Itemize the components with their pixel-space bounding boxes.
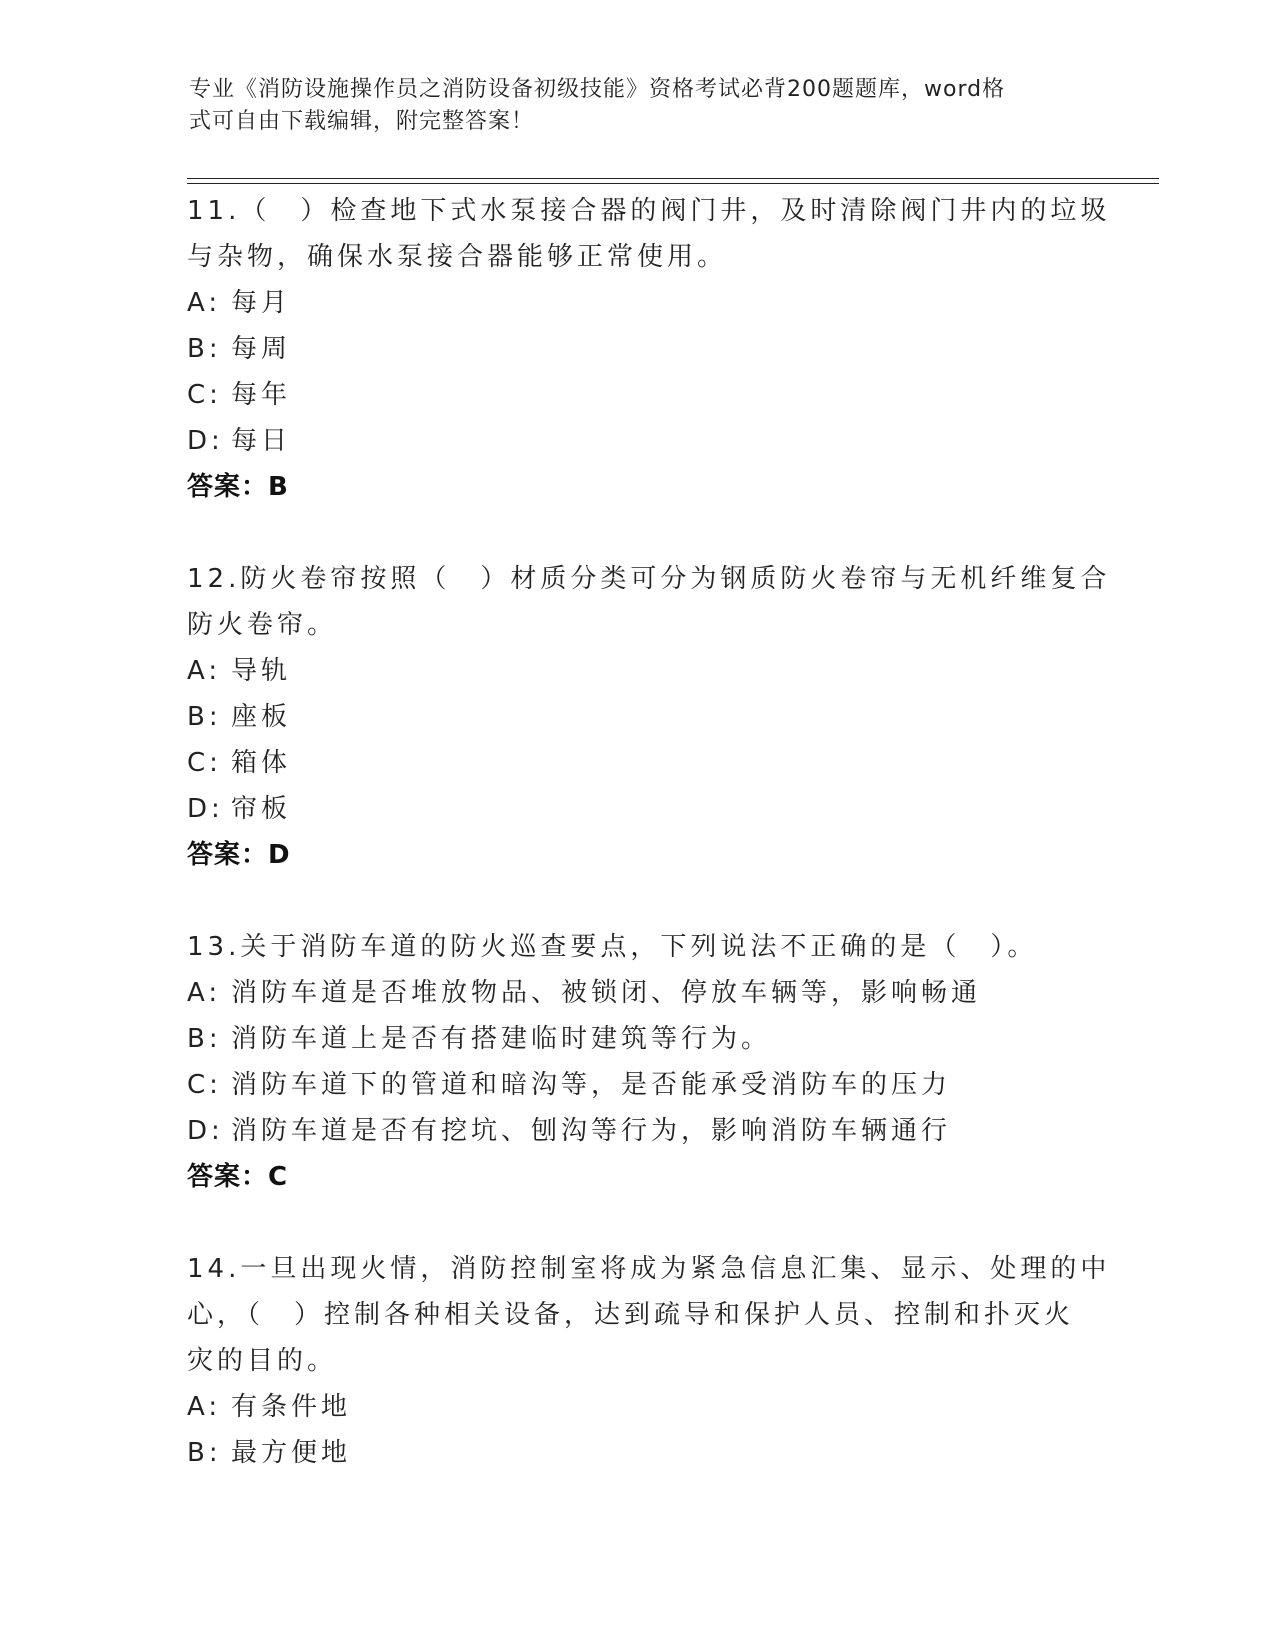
option-text: 消防车道是否有挖坑、刨沟等行为，影响消防车辆通行: [231, 1116, 952, 1146]
option-c: [187, 372, 1087, 418]
option-letter: B:: [187, 334, 222, 364]
document-header: [189, 74, 1069, 138]
option-text: 消防车道下的管道和暗沟等，是否能承受消防车的压力: [231, 1070, 952, 1100]
option-b: [187, 1016, 1087, 1062]
option-letter: D:: [187, 794, 224, 824]
question-13: [187, 924, 1087, 1200]
question-stem-line: 与杂物，确保水泵接合器能够正常使用。: [187, 242, 728, 272]
option-text: 消防车道是否堆放物品、被锁闭、停放车辆等，影响畅通: [231, 978, 982, 1008]
option-letter: D:: [187, 426, 224, 456]
header-line: 专业《消防设施操作员之消防设备初级技能》资格考试必背200题题库，word格: [189, 77, 1006, 102]
option-letter: C:: [187, 748, 222, 778]
option-letter: A:: [187, 288, 222, 318]
option-text: 消防车道上是否有搭建临时建筑等行为。: [231, 1024, 772, 1054]
answer-line: 答案：C: [187, 1162, 289, 1192]
option-a: [187, 280, 1087, 326]
option-a: [187, 648, 1087, 694]
option-d: [187, 786, 1087, 832]
option-text: 最方便地: [231, 1438, 352, 1468]
option-b: [187, 694, 1087, 740]
question-14: [187, 1246, 1111, 1476]
option-letter: A:: [187, 978, 222, 1008]
answer-line: 答案：D: [187, 840, 291, 870]
option-a: [187, 1384, 1087, 1430]
header-divider-top: [187, 178, 1159, 179]
header-line: 式可自由下载编辑，附完整答案！: [189, 109, 535, 134]
option-letter: B:: [187, 1438, 222, 1468]
option-letter: C:: [187, 1070, 222, 1100]
option-letter: D:: [187, 1116, 224, 1146]
option-text: 每月: [231, 288, 292, 318]
option-text: 座板: [231, 702, 292, 732]
option-text: 箱体: [231, 748, 292, 778]
header-divider-bottom: [187, 183, 1159, 184]
option-text: 导轨: [231, 656, 292, 686]
option-text: 每日: [231, 426, 292, 456]
question-stem-line: 灾的目的。: [187, 1346, 338, 1376]
option-a: [187, 970, 1087, 1016]
option-letter: C:: [187, 380, 222, 410]
option-b: [187, 326, 1087, 372]
option-b: [187, 1430, 1087, 1476]
answer-line: 答案：B: [187, 472, 289, 502]
option-d: [187, 418, 1087, 464]
option-c: [187, 1062, 1087, 1108]
question-stem-line: 防火卷帘。: [187, 610, 338, 640]
question-stem-line: 11.（ ）检查地下式水泵接合器的阀门井，及时清除阀门井内的垃圾: [187, 196, 1111, 226]
option-text: 每年: [231, 380, 292, 410]
question-11: [187, 188, 1111, 510]
question-list: [187, 188, 1111, 1522]
option-text: 帘板: [231, 794, 292, 824]
question-stem-line: 14.一旦出现火情，消防控制室将成为紧急信息汇集、显示、处理的中: [187, 1254, 1111, 1284]
question-stem-line: 12.防火卷帘按照（ ）材质分类可分为钢质防火卷帘与无机纤维复合: [187, 564, 1111, 594]
option-d: [187, 1108, 1087, 1154]
question-stem-line: 13.关于消防车道的防火巡查要点，下列说法不正确的是（ ）。: [187, 932, 1038, 962]
option-text: 有条件地: [231, 1392, 352, 1422]
question-12: [187, 556, 1111, 878]
option-text: 每周: [231, 334, 292, 364]
option-letter: B:: [187, 1024, 222, 1054]
question-stem-line: 心，（ ）控制各种相关设备，达到疏导和保护人员、控制和扑灭火: [187, 1300, 1075, 1330]
option-letter: A:: [187, 656, 222, 686]
option-letter: A:: [187, 1392, 222, 1422]
option-c: [187, 740, 1087, 786]
option-letter: B:: [187, 702, 222, 732]
